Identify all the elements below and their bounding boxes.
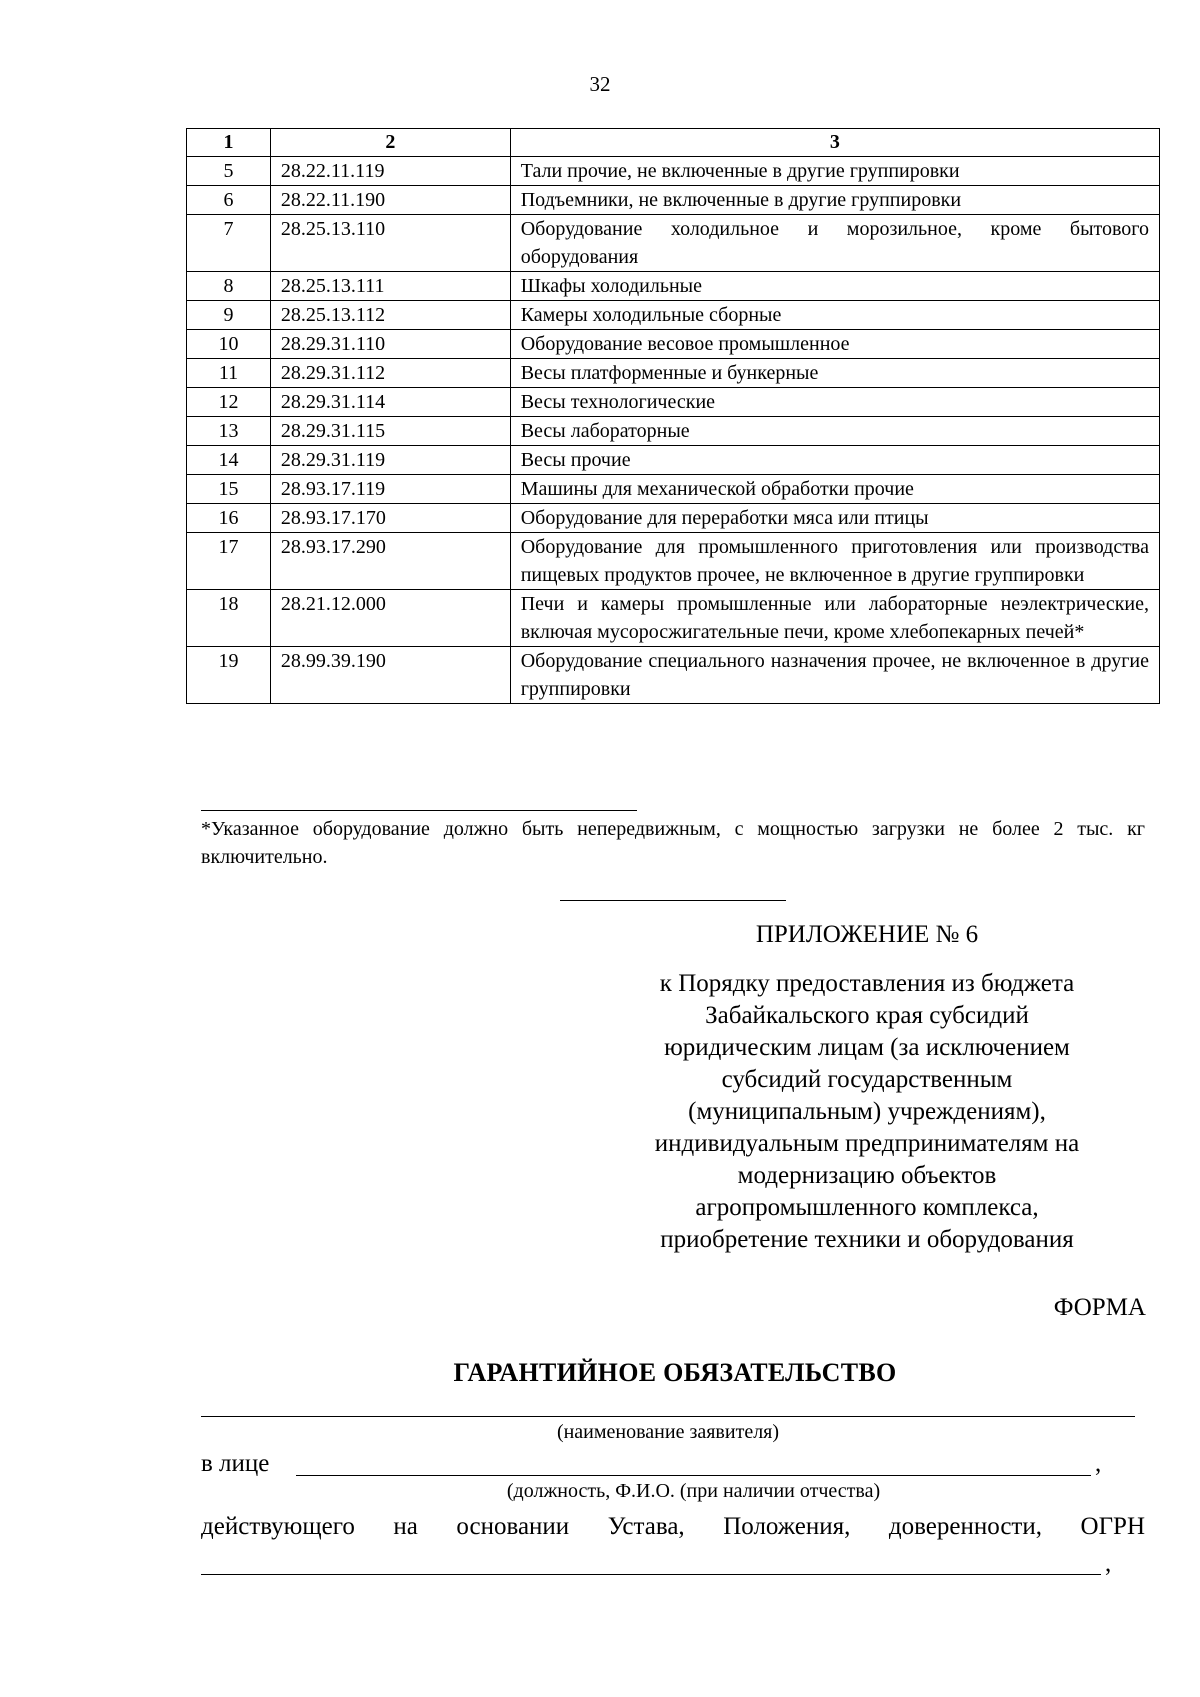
equipment-description-cell: Оборудование весовое промышленное <box>510 330 1159 359</box>
row-number-cell: 13 <box>187 417 271 446</box>
row-number-cell: 10 <box>187 330 271 359</box>
table-row <box>187 475 1160 504</box>
row-number-cell: 19 <box>187 647 271 704</box>
comma: , <box>1095 1450 1102 1477</box>
column-header-1: 1 <box>187 129 271 157</box>
okpd-code-cell: 28.29.31.114 <box>270 388 510 417</box>
position-name-line[interactable] <box>296 1475 1091 1476</box>
appendix-reference-line: к Порядку предоставления из бюджета <box>659 970 1075 997</box>
form-label: ФОРМА <box>1053 1294 1146 1321</box>
equipment-description-cell: Камеры холодильные сборные <box>510 301 1159 330</box>
equipment-description-cell: Печи и камеры промышленные или лабораторные неэлектрические, включая мусоросжигательные печи, кроме хлебопекарных печей* <box>510 590 1159 647</box>
appendix-reference-line: Забайкальского края субсидий <box>705 1002 1029 1029</box>
row-number-cell: 8 <box>187 272 271 301</box>
okpd-code-cell: 28.25.13.110 <box>270 215 510 272</box>
equipment-description-cell: Весы платформенные и бункерные <box>510 359 1159 388</box>
okpd-code-cell: 28.29.31.115 <box>270 417 510 446</box>
okpd-code-cell: 28.29.31.119 <box>270 446 510 475</box>
equipment-description-cell: Весы технологические <box>510 388 1159 417</box>
document-title: ГАРАНТИЙНОЕ ОБЯЗАТЕЛЬСТВО <box>453 1358 897 1387</box>
appendix-reference-line: субсидий государственным <box>721 1066 1013 1093</box>
table-row <box>187 272 1160 301</box>
appendix-title: ПРИЛОЖЕНИЕ № 6 <box>755 921 979 948</box>
equipment-description-cell: Машины для механической обработки прочие <box>510 475 1159 504</box>
column-header-2: 2 <box>270 129 510 157</box>
okpd-code-cell: 28.29.31.112 <box>270 359 510 388</box>
equipment-description-cell: Оборудование для переработки мяса или птицы <box>510 504 1159 533</box>
row-number-cell: 5 <box>187 157 271 186</box>
okpd-code-cell: 28.21.12.000 <box>270 590 510 647</box>
okpd-code-cell: 28.93.17.119 <box>270 475 510 504</box>
equipment-description-cell: Шкафы холодильные <box>510 272 1159 301</box>
row-number-cell: 7 <box>187 215 271 272</box>
table-row <box>187 330 1160 359</box>
equipment-description-cell: Оборудование холодильное и морозильное, кроме бытового оборудования <box>510 215 1159 272</box>
okpd-code-cell: 28.25.13.112 <box>270 301 510 330</box>
table-header-row <box>187 129 1160 157</box>
page-number: 32 <box>589 72 611 96</box>
table-row <box>187 647 1160 704</box>
equipment-table <box>186 128 1160 704</box>
ogrn-line[interactable] <box>201 1574 1101 1575</box>
in-person-label: в лице <box>201 1450 270 1477</box>
okpd-code-cell: 28.22.11.190 <box>270 186 510 215</box>
equipment-description-cell: Подъемники, не включенные в другие группировки <box>510 186 1159 215</box>
row-number-cell: 12 <box>187 388 271 417</box>
applicant-name-caption: (наименование заявителя) <box>556 1421 780 1443</box>
table-row <box>187 157 1160 186</box>
equipment-description-cell: Оборудование специального назначения прочее, не включенное в другие группировки <box>510 647 1159 704</box>
table-row <box>187 359 1160 388</box>
row-number-cell: 6 <box>187 186 271 215</box>
row-number-cell: 18 <box>187 590 271 647</box>
table-body <box>187 157 1160 704</box>
row-number-cell: 9 <box>187 301 271 330</box>
column-header-3: 3 <box>510 129 1159 157</box>
appendix-reference-line: (муниципальным) учреждениям), <box>688 1098 1046 1125</box>
equipment-description-cell: Тали прочие, не включенные в другие группировки <box>510 157 1159 186</box>
row-number-cell: 14 <box>187 446 271 475</box>
table-row <box>187 215 1160 272</box>
appendix-reference-line: модернизацию объектов <box>737 1162 997 1189</box>
table-row <box>187 388 1160 417</box>
equipment-description-cell: Оборудование для промышленного приготовления или производства пищевых продуктов прочее, не включенное в другие группировки <box>510 533 1159 590</box>
section-divider <box>560 900 786 901</box>
okpd-code-cell: 28.99.39.190 <box>270 647 510 704</box>
okpd-code-cell: 28.93.17.290 <box>270 533 510 590</box>
applicant-name-line[interactable] <box>201 1416 1135 1417</box>
row-number-cell: 17 <box>187 533 271 590</box>
comma: , <box>1105 1550 1112 1577</box>
position-name-caption: (должность, Ф.И.О. (при наличии отчества) <box>506 1480 881 1502</box>
okpd-code-cell: 28.93.17.170 <box>270 504 510 533</box>
appendix-reference <box>630 968 1104 1256</box>
table-row <box>187 446 1160 475</box>
table-row <box>187 590 1160 647</box>
okpd-code-cell: 28.25.13.111 <box>270 272 510 301</box>
acting-basis-text: действующего на основании Устава, Положения, доверенности, ОГРН <box>201 1513 1145 1540</box>
okpd-code-cell: 28.29.31.110 <box>270 330 510 359</box>
appendix-reference-line: юридическим лицам (за исключением <box>664 1034 1070 1061</box>
appendix-reference-line: индивидуальным предпринимателям на <box>654 1130 1080 1157</box>
equipment-description-cell: Весы прочие <box>510 446 1159 475</box>
footnote-divider <box>201 810 637 811</box>
footnote: *Указанное оборудование должно быть непередвижным, с мощностью загрузки не более 2 тыс. кг включительно. <box>201 818 1145 868</box>
okpd-code-cell: 28.22.11.119 <box>270 157 510 186</box>
row-number-cell: 11 <box>187 359 271 388</box>
row-number-cell: 15 <box>187 475 271 504</box>
equipment-description-cell: Весы лабораторные <box>510 417 1159 446</box>
appendix-reference-line: приобретение техники и оборудования <box>660 1226 1074 1253</box>
table-row <box>187 301 1160 330</box>
row-number-cell: 16 <box>187 504 271 533</box>
table-row <box>187 186 1160 215</box>
table-row <box>187 533 1160 590</box>
table-row <box>187 417 1160 446</box>
appendix-reference-line: агропромышленного комплекса, <box>695 1194 1039 1221</box>
table-row <box>187 504 1160 533</box>
